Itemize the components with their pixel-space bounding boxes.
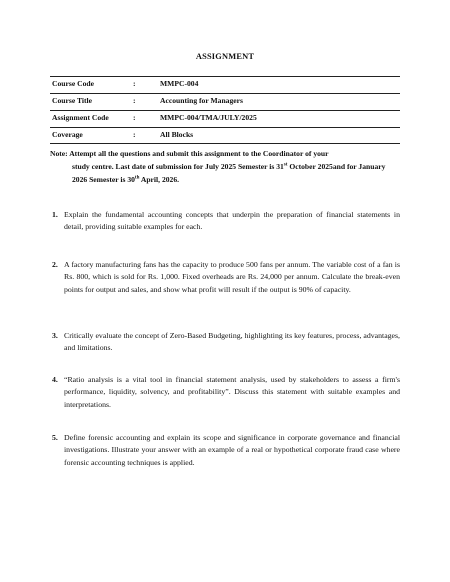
meta-row-coverage [50,130,400,143]
question-item [50,209,400,234]
note-text: April, 2026. [139,175,180,185]
note-text: study centre. Last date of submission for July 2025 Semester is 31 [72,162,284,172]
question-text: Critically evaluate the concept of Zero-Based Budgeting, highlighting its key features, process, advantages, and limitations. [64,331,400,353]
question-text: Explain the fundamental accounting concepts that underpin the preparation of financial statements in detail, providing suitable examples for each. [64,210,400,232]
meta-label: Course Code [52,79,94,88]
question-number: 4. [52,375,58,384]
meta-label: Assignment Code [52,113,109,122]
question-item [50,374,400,411]
meta-row-course-title [50,96,400,109]
question-item [50,432,400,469]
question-item [50,259,400,296]
page-title: ASSIGNMENT [195,52,255,61]
note-line-1: Note: Attempt all the questions and submit this assignment to the Coordinator of your [50,149,329,158]
question-number: 5. [52,433,58,442]
note-text: October 2025and for January 2026 Semester is 30 [72,162,386,185]
meta-value: MMPC-004/TMA/JULY/2025 [160,113,257,122]
meta-colon: : [133,79,136,88]
meta-row-course-code [50,79,400,92]
meta-colon: : [133,96,136,105]
submission-note [50,147,400,187]
note-sup: th [134,175,140,181]
meta-value: MMPC-004 [160,79,199,88]
question-number: 1. [52,210,58,219]
divider [50,93,400,94]
meta-value: Accounting for Managers [160,96,243,105]
question-text: Define forensic accounting and explain its scope and significance in corporate governance and financial investigations. Illustrate your answer with an example of a real or hypothetical corporate fraud case where forensic accounting techniques is applied. [64,433,400,467]
question-number: 3. [52,331,58,340]
divider [50,76,400,77]
divider [50,127,400,128]
meta-colon: : [133,113,136,122]
meta-label: Coverage [52,130,83,139]
question-text: A factory manufacturing fans has the capacity to produce 500 fans per annum. The variable cost of a fan is Rs. 800, which is sold for Rs. 1,000. Fixed overheads are Rs. 24,000 per annum. Calculate the break-even points for output and sales, and show what profit will result if the output is 90% of capacity. [64,260,400,294]
question-item [50,330,400,355]
meta-label: Course Title [52,96,93,105]
question-text: “Ratio analysis is a vital tool in financial statement analysis, used by stakeholders to assess a firm's performance, liquidity, solvency, and profitability”. Discuss this statement with suitable examples and interpretations. [64,375,400,409]
note-line-2 [50,160,400,186]
divider [50,143,400,144]
meta-row-assignment-code [50,113,400,126]
question-number: 2. [52,260,58,269]
note-sup: st [283,162,288,168]
meta-value: All Blocks [160,130,194,139]
meta-colon: : [133,130,136,139]
divider [50,110,400,111]
